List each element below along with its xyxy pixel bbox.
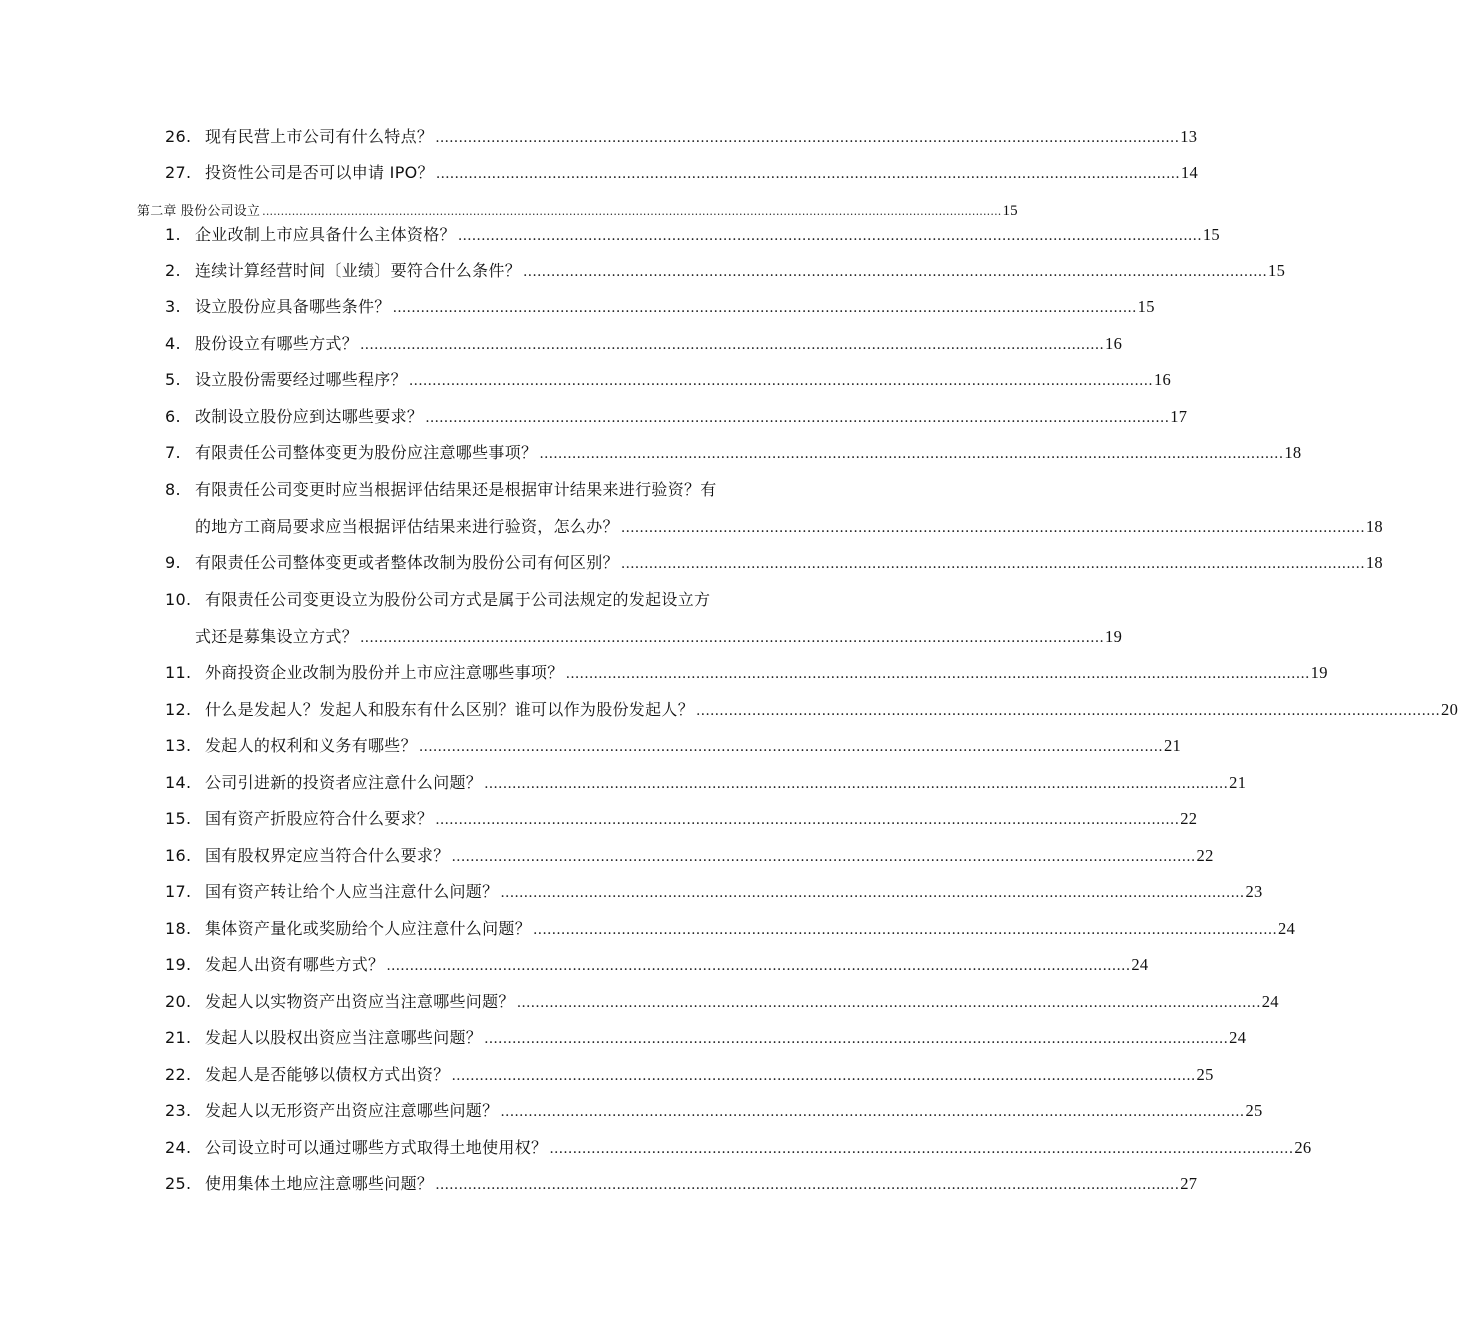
entry-title: 外商投资企业改制为股份并上市应注意哪些事项？ <box>205 663 564 682</box>
entry-page: 24 <box>1278 919 1296 938</box>
dot-leader: ................................................................................................................................................................ <box>457 228 1202 244</box>
entry-number: 17. <box>165 882 192 901</box>
entry-page: 22 <box>1180 809 1198 828</box>
entry-number: 22. <box>165 1065 192 1084</box>
toc-entry[interactable] <box>165 224 1220 247</box>
dot-leader: ................................................................................................................................................................ <box>620 556 1365 572</box>
entry-page: 15 <box>1268 261 1286 280</box>
toc-entry[interactable] <box>165 662 1328 685</box>
entry-number: 23. <box>165 1101 192 1120</box>
entry-page: 21 <box>1163 736 1182 755</box>
entry-number: 26. <box>165 127 192 146</box>
entry-title: 设立股份需要经过哪些程序？ <box>195 370 407 389</box>
entry-page: 20 <box>1441 700 1458 719</box>
entry-title: 发起人的权利和义务有哪些？ <box>205 736 417 755</box>
entry-title: 公司设立时可以通过哪些方式取得土地使用权？ <box>205 1138 548 1157</box>
entry-page: 24 <box>1229 1028 1247 1047</box>
dot-leader: ................................................................................................................................................................ <box>484 776 1229 792</box>
entry-number: 13. <box>165 736 192 755</box>
entry-page: 15 <box>1002 203 1018 219</box>
dot-leader: ................................................................................................................................................................ <box>418 739 1163 755</box>
entry-title: 连续计算经营时间〔业绩〕要符合什么条件？ <box>195 261 522 280</box>
toc-entry[interactable] <box>165 369 1172 392</box>
entry-page: 24 <box>1131 955 1149 974</box>
entry-number: 2. <box>165 261 181 280</box>
entry-page: 15 <box>1137 297 1155 316</box>
dot-leader: ................................................................................................................................................................ <box>451 1068 1196 1084</box>
entry-number: 18. <box>165 919 192 938</box>
entry-number: 6. <box>165 407 181 426</box>
entry-page: 19 <box>1310 663 1328 682</box>
entry-title: 什么是发起人？发起人和股东有什么区别？谁可以作为股份发起人？ <box>205 700 695 719</box>
toc-entry-line1[interactable] <box>165 479 814 501</box>
toc-entry[interactable] <box>165 406 1188 429</box>
dot-leader: ................................................................................................................................................................ <box>451 849 1196 865</box>
entry-title: 有限责任公司整体变更为股份应注意哪些事项？ <box>195 443 538 462</box>
dot-leader: ................................................................................................................................................................ <box>523 264 1268 280</box>
entry-title: 股份设立有哪些方式？ <box>195 334 359 353</box>
entry-title: 国有资产折股应符合什么要求？ <box>205 809 434 828</box>
dot-leader: ................................................................................................................................................................ <box>392 300 1137 316</box>
dot-leader: ................................................................................................................................................................ <box>435 130 1180 146</box>
toc-entry[interactable] <box>165 442 1302 465</box>
entry-title: 设立股份应具备哪些条件？ <box>195 297 391 316</box>
entry-title: 集体资产量化或奖励给个人应注意什么问题？ <box>205 919 532 938</box>
entry-title: 国有资产转让给个人应当注意什么问题？ <box>205 882 499 901</box>
entry-title: 改制设立股份应到达哪些要求？ <box>195 407 424 426</box>
entry-title: 使用集体土地应注意哪些问题？ <box>205 1174 434 1193</box>
dot-leader: ................................................................................................................................................................ <box>435 1177 1180 1193</box>
entry-title: 有限责任公司变更设立为股份公司方式是属于公司法规定的发起设立方 <box>205 590 711 609</box>
entry-page: 15 <box>1202 225 1220 244</box>
toc-chapter-heading[interactable] <box>137 200 1018 223</box>
entry-title: 企业改制上市应具备什么主体资格？ <box>195 225 456 244</box>
dot-leader: ................................................................................................................................................................ <box>435 166 1180 182</box>
dot-leader: ........................................................................................................................................................................................................ <box>262 205 1002 218</box>
entry-number: 3. <box>165 297 181 316</box>
entry-page: 25 <box>1196 1065 1214 1084</box>
entry-number: 15. <box>165 809 192 828</box>
dot-leader: ................................................................................................................................................................ <box>533 922 1278 938</box>
dot-leader: ................................................................................................................................................................ <box>386 958 1131 974</box>
entry-page: 14 <box>1180 163 1198 182</box>
entry-number: 24. <box>165 1138 192 1157</box>
entry-title-continued: 式还是募集设立方式？ <box>195 627 359 646</box>
toc-entry[interactable] <box>165 296 1155 319</box>
toc-entry[interactable] <box>165 126 1198 149</box>
entry-title: 发起人是否能够以债权方式出资？ <box>205 1065 450 1084</box>
toc-entry[interactable] <box>165 772 1247 795</box>
entry-title: 发起人以实物资产出资应当注意哪些问题？ <box>205 992 515 1011</box>
entry-number: 1. <box>165 225 181 244</box>
dot-leader: ................................................................................................................................................................ <box>360 337 1105 353</box>
entry-number: 9. <box>165 553 181 572</box>
entry-page: 16 <box>1105 334 1123 353</box>
dot-leader: ................................................................................................................................................................ <box>500 1104 1245 1120</box>
toc-entry[interactable] <box>165 845 1214 868</box>
entry-page: 27 <box>1180 1174 1198 1193</box>
entry-page: 18 <box>1284 443 1302 462</box>
toc-entry-line1[interactable] <box>165 589 814 611</box>
entry-number: 20. <box>165 992 192 1011</box>
entry-title: 有限责任公司整体变更或者整体改制为股份公司有何区别？ <box>195 553 619 572</box>
toc-entry[interactable] <box>165 881 1263 904</box>
entry-page: 23 <box>1245 882 1263 901</box>
toc-entry-line2[interactable] <box>195 626 1123 649</box>
entry-number: 16. <box>165 846 192 865</box>
dot-leader: ................................................................................................................................................................ <box>539 446 1284 462</box>
dot-leader: ................................................................................................................................................................ <box>549 1141 1294 1157</box>
entry-title: 发起人以无形资产出资应注意哪些问题？ <box>205 1101 499 1120</box>
entry-page: 18 <box>1365 553 1383 572</box>
entry-number: 10. <box>165 590 192 609</box>
entry-number: 4. <box>165 334 181 353</box>
entry-number: 27. <box>165 163 192 182</box>
entry-title: 有限责任公司变更时应当根据评估结果还是根据审计结果来进行验资？有 <box>195 480 717 499</box>
entry-number: 8. <box>165 480 181 499</box>
chapter-title: 第二章 股份公司设立 <box>137 204 261 219</box>
entry-page: 16 <box>1153 370 1172 389</box>
entry-title: 发起人出资有哪些方式？ <box>205 955 385 974</box>
dot-leader: ................................................................................................................................................................ <box>696 703 1441 719</box>
entry-page: 17 <box>1170 407 1188 426</box>
entry-number: 11. <box>165 663 192 682</box>
entry-number: 5. <box>165 370 181 389</box>
entry-title: 发起人以股权出资应当注意哪些问题？ <box>205 1028 483 1047</box>
entry-number: 25. <box>165 1174 192 1193</box>
entry-page: 19 <box>1105 627 1123 646</box>
dot-leader: ................................................................................................................................................................ <box>500 885 1245 901</box>
toc-entry-line2[interactable] <box>195 516 1383 539</box>
entry-title: 现有民营上市公司有什么特点？ <box>205 127 434 146</box>
dot-leader: ................................................................................................................................................................ <box>435 812 1180 828</box>
entry-number: 21. <box>165 1028 192 1047</box>
entry-page: 22 <box>1196 846 1214 865</box>
toc-entry[interactable] <box>165 1137 1312 1160</box>
entry-page: 13 <box>1180 127 1198 146</box>
entry-number: 19. <box>165 955 192 974</box>
toc-entry[interactable] <box>165 552 1383 575</box>
toc-entry[interactable] <box>165 699 1458 722</box>
entry-page: 18 <box>1365 517 1383 536</box>
dot-leader: ................................................................................................................................................................ <box>565 666 1310 682</box>
toc-entry[interactable] <box>165 260 1286 283</box>
toc-entry[interactable] <box>165 1173 1198 1196</box>
dot-leader: ................................................................................................................................................................ <box>516 995 1261 1011</box>
toc-entry[interactable] <box>165 735 1182 758</box>
dot-leader: ................................................................................................................................................................ <box>360 630 1105 646</box>
entry-number: 14. <box>165 773 192 792</box>
toc-entry[interactable] <box>165 918 1296 941</box>
entry-number: 12. <box>165 700 192 719</box>
toc-entry[interactable] <box>165 954 1149 977</box>
entry-title-continued: 的地方工商局要求应当根据评估结果来进行验资，怎么办？ <box>195 517 619 536</box>
toc-entry[interactable] <box>165 808 1198 831</box>
dot-leader: ................................................................................................................................................................ <box>620 520 1365 536</box>
toc-entry[interactable] <box>165 1027 1247 1050</box>
entry-page: 26 <box>1294 1138 1312 1157</box>
dot-leader: ................................................................................................................................................................ <box>484 1031 1229 1047</box>
entry-title: 国有股权界定应当符合什么要求？ <box>205 846 450 865</box>
entry-page: 25 <box>1245 1101 1263 1120</box>
toc-entry[interactable] <box>165 1064 1214 1087</box>
toc-entry[interactable] <box>165 333 1123 356</box>
dot-leader: ................................................................................................................................................................ <box>425 410 1170 426</box>
toc-entry[interactable] <box>165 1100 1263 1123</box>
entry-number: 7. <box>165 443 181 462</box>
entry-page: 24 <box>1261 992 1279 1011</box>
toc-entry[interactable] <box>165 991 1279 1014</box>
dot-leader: ................................................................................................................................................................ <box>408 373 1153 389</box>
entry-page: 21 <box>1229 773 1247 792</box>
toc-entry[interactable] <box>165 162 1198 185</box>
entry-title: 投资性公司是否可以申请 IPO？ <box>205 163 434 182</box>
entry-title: 公司引进新的投资者应注意什么问题？ <box>205 773 483 792</box>
